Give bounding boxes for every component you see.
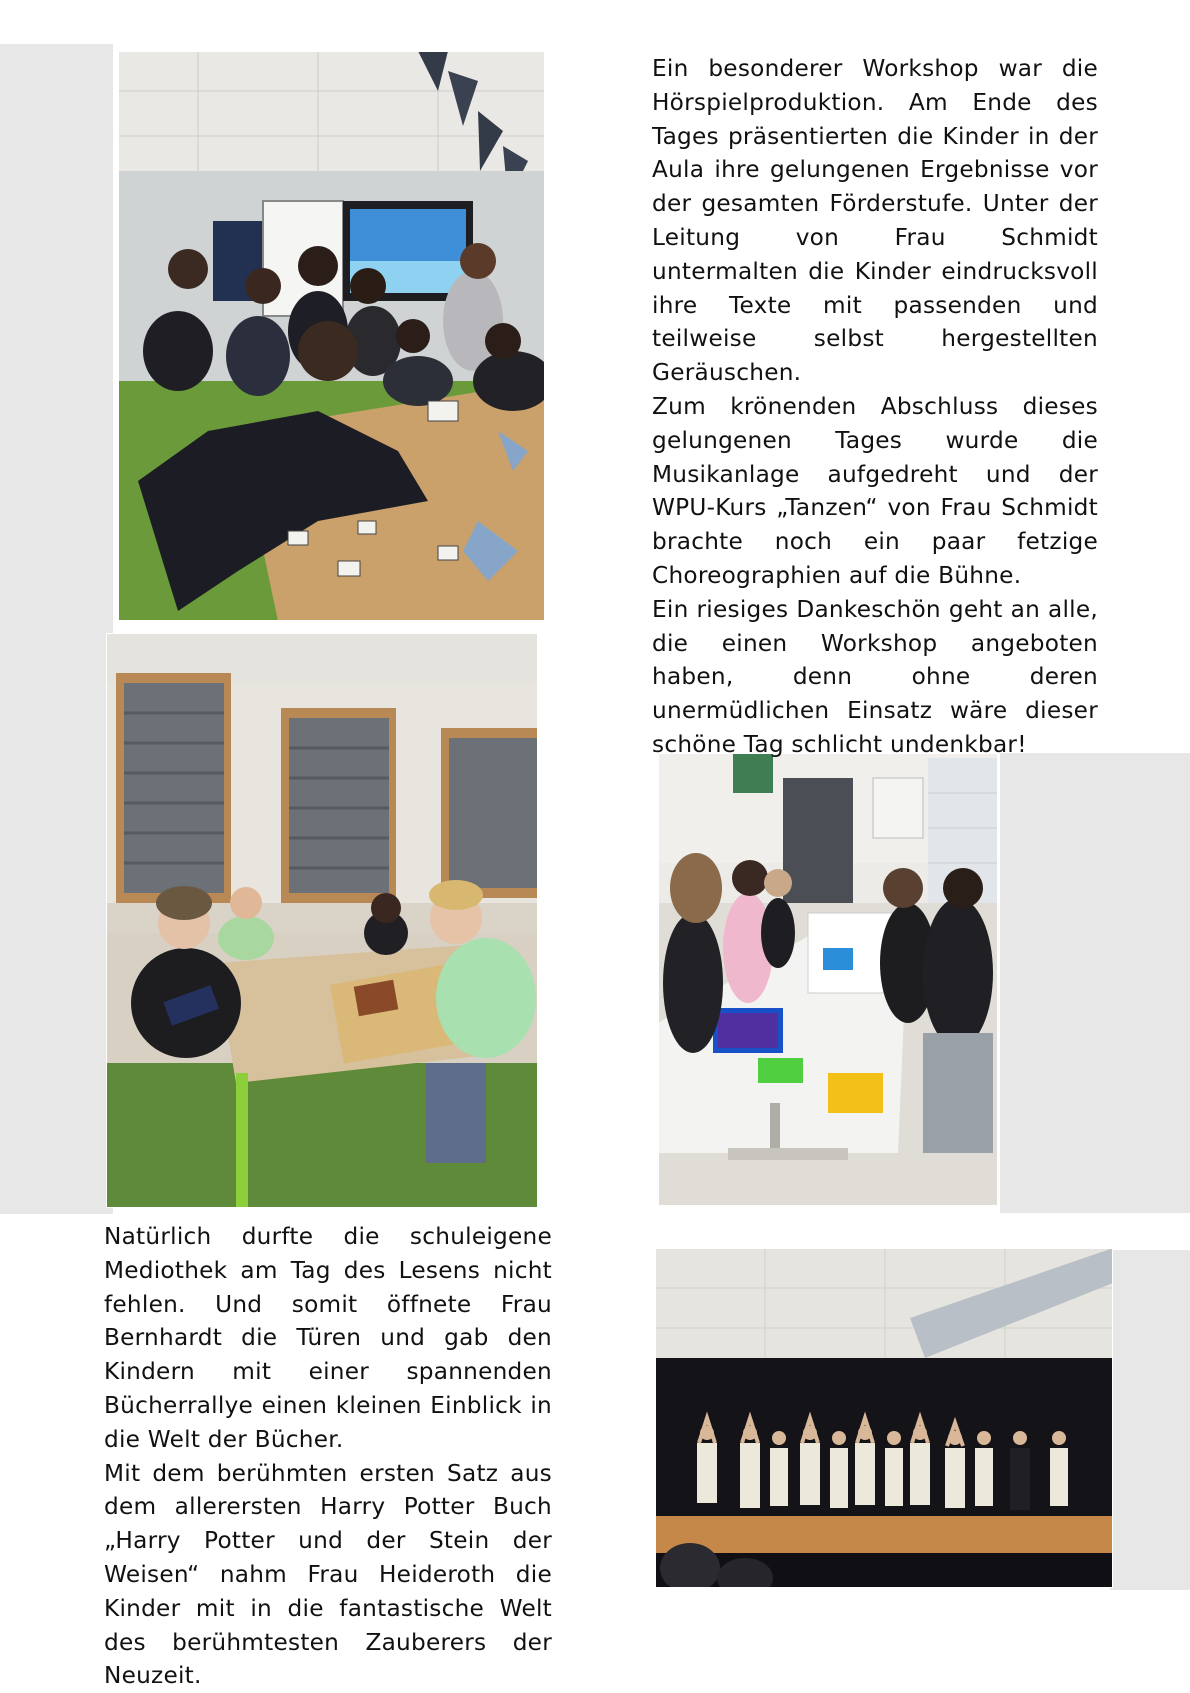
- paragraph-harry-potter: Mit dem berühmten ersten Satz aus dem allerersten Harry Potter Buch „Harry Potter und der Stein der Weisen“ nahm Frau Heideroth die Kinder mit in die fantastische Welt des berühmtesten Zauberers der Neuzeit.: [104, 1459, 552, 1690]
- background-band-right-lower: [1110, 1250, 1190, 1590]
- photo-radio-play-production: [658, 753, 998, 1206]
- article-text-right-column: [652, 52, 1098, 762]
- paragraph-abschluss: Zum krönenden Abschluss dieses gelungenen Tages wurde die Musikanlage aufgedreht und der WPU-Kurs „Tanzen“ von Frau Schmidt brachte noch ein paar fetzige Choreographien auf die Bühne.: [652, 392, 1098, 589]
- background-band-top: [0, 44, 113, 1214]
- article-text-left-column: [104, 1220, 552, 1693]
- paragraph-mediothek: Natürlich durfte die schuleigene Mediothek am Tag des Lesens nicht fehlen. Und somit öffnete Frau Bernhardt die Türen und gab den Kindern mit einer spannenden Bücherrallye einen kleinen Einblick in die Welt der Bücher.: [104, 1223, 552, 1453]
- background-band-right: [1000, 753, 1190, 1213]
- paragraph-dankeschoen: Ein riesiges Dankeschön geht an alle, die einen Workshop angeboten haben, denn ohne deren unermüdlichen Einsatz wäre dieser schöne Tag schlicht undenkbar!: [652, 595, 1098, 758]
- photo-library-reading: [106, 633, 538, 1208]
- paragraph-hoerspiel: Ein besonderer Workshop war die Hörspielproduktion. Am Ende des Tages präsentierten die Kinder in der Aula ihre gelungenen Ergebnisse vor der gesamten Förderstufe. Unter der Leitung von Frau Schmidt untermalten die Kinder eindrucksvoll ihre Texte mit passenden und teilweise selbst hergestellten Geräuschen.: [652, 55, 1098, 387]
- photo-card-game-workshop: [118, 51, 545, 621]
- photo-dance-performance: [655, 1248, 1113, 1588]
